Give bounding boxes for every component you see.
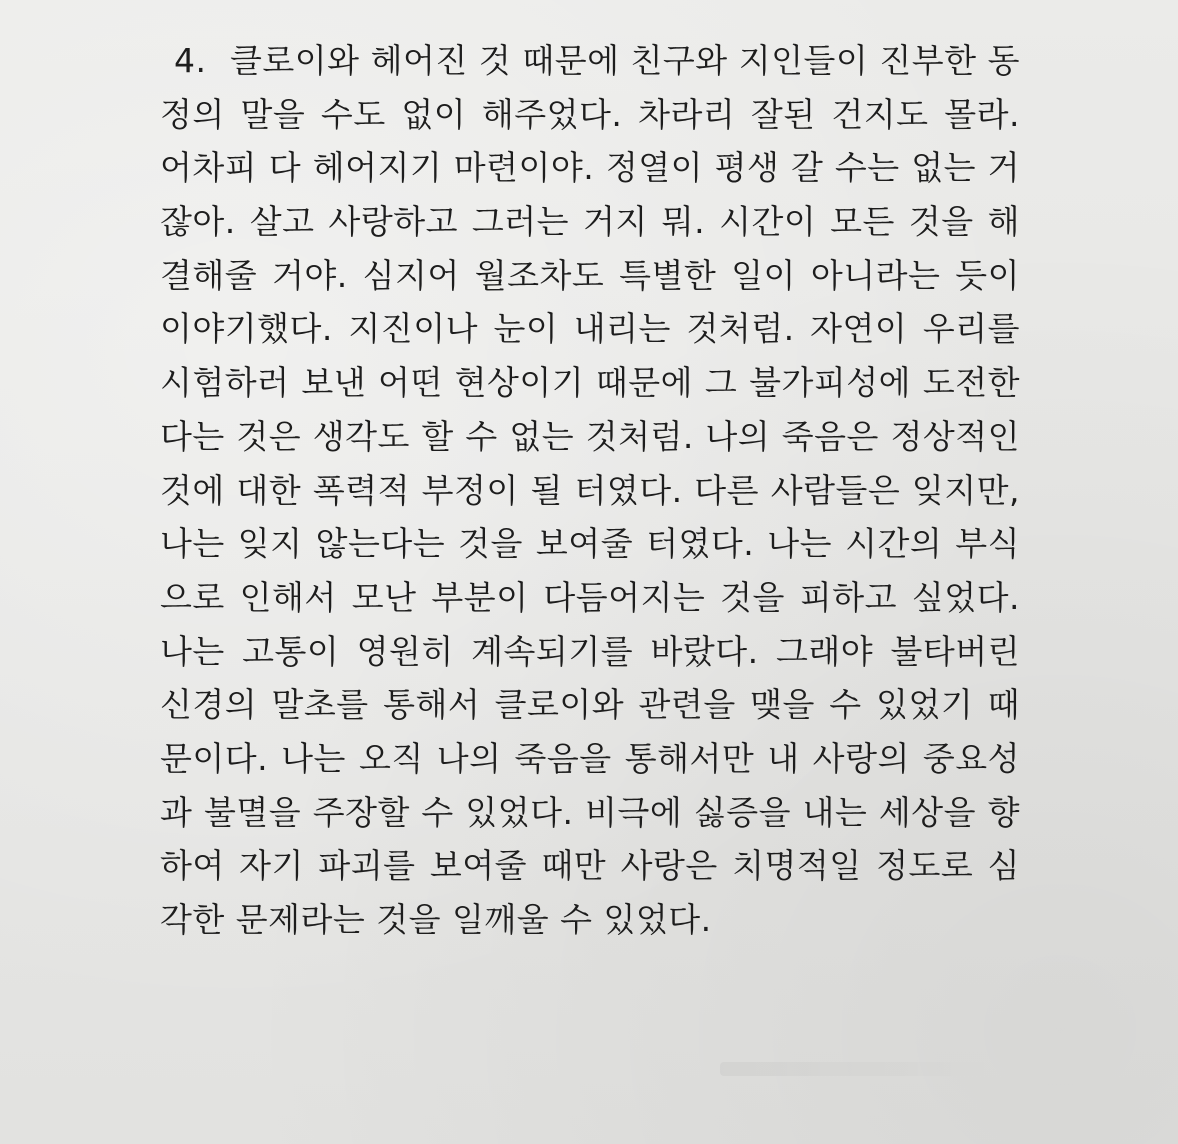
line-text: 클로이와 헤어진 것 때문에 친구와 지인들이 진부한 동	[230, 41, 1020, 80]
text-line-14: 문이다. 나는 오직 나의 죽음을 통해서만 내 사랑의 중요성	[160, 738, 1020, 778]
text-line-4: 잖아. 살고 사랑하고 그러는 거지 뭐. 시간이 모든 것을 해	[160, 202, 1020, 242]
text-line-1	[160, 34, 1020, 88]
text-line-3: 어차피 다 헤어지기 마련이야. 정열이 평생 갈 수는 없는 거	[160, 148, 1020, 188]
text-line-11: 으로 인해서 모난 부분이 다듬어지는 것을 피하고 싶었다.	[160, 577, 1020, 617]
text-line-17: 각한 문제라는 것을 일깨울 수 있었다.	[160, 900, 712, 939]
text-line-5: 결해줄 거야. 심지어 월조차도 특별한 일이 아니라는 듯이	[160, 255, 1020, 295]
text-line-8: 다는 것은 생각도 할 수 없는 것처럼. 나의 죽음은 정상적인	[160, 416, 1020, 456]
text-line-16: 하여 자기 파괴를 보여줄 때만 사랑은 치명적일 정도로 심	[160, 846, 1020, 886]
text-line-6: 이야기했다. 지진이나 눈이 내리는 것처럼. 자연이 우리를	[160, 309, 1020, 349]
text-line-12: 나는 고통이 영원히 계속되기를 바랐다. 그래야 불타버린	[160, 631, 1020, 671]
paragraph-4	[160, 34, 1020, 947]
text-line-15: 과 불멸을 주장할 수 있었다. 비극에 싫증을 내는 세상을 향	[160, 792, 1020, 832]
text-line-9: 것에 대한 폭력적 부정이 될 터였다. 다른 사람들은 잊지만,	[160, 470, 1020, 510]
text-line-7: 시험하러 보낸 어떤 현상이기 때문에 그 불가피성에 도전한	[160, 363, 1020, 403]
text-line-13: 신경의 말초를 통해서 클로이와 관련을 맺을 수 있었기 때	[160, 685, 1020, 725]
paragraph-number: 4.	[174, 41, 207, 80]
text-line-2: 정의 말을 수도 없이 해주었다. 차라리 잘된 건지도 몰라.	[160, 94, 1020, 134]
text-line-10: 나는 잊지 않는다는 것을 보여줄 터였다. 나는 시간의 부식	[160, 524, 1020, 564]
show-through-shadow	[720, 1062, 1000, 1076]
